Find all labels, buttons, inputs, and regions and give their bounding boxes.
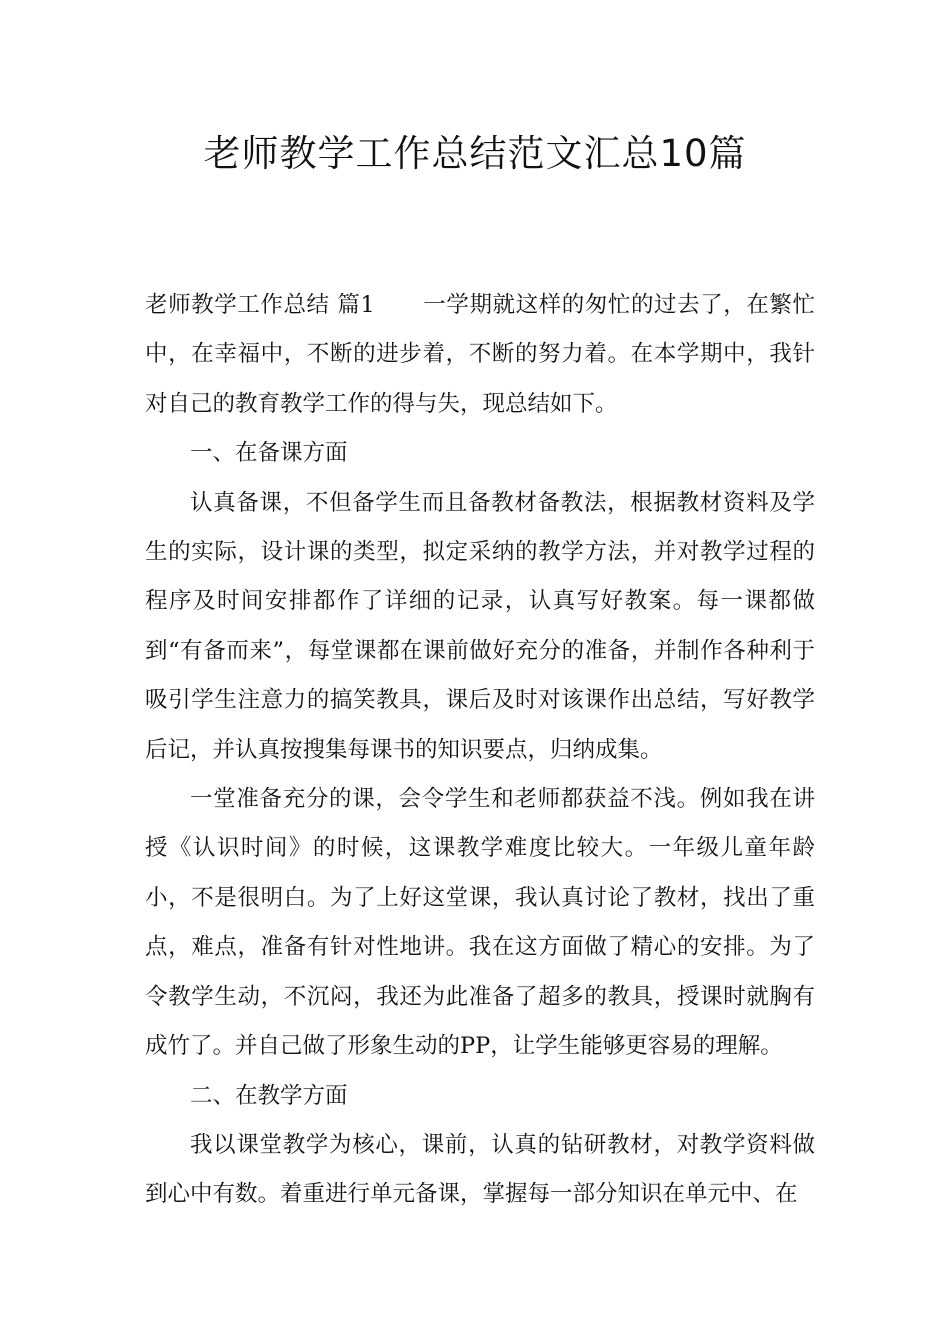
intro-text: 一学期就这样的匆忙的过去了，在繁忙中，在幸福中，不断的进步着，不断的努力着。在本学期中，我针对自己的教育教学工作的得与失，现总结如下。 xyxy=(145,292,815,417)
document-body xyxy=(145,281,815,1220)
section-label: 老师教学工作总结 篇1 xyxy=(145,292,375,318)
paragraph-lesson-prep: 认真备课，不但备学生而且备教材备教法，根据教材资料及学生的实际，设计课的类型，拟定采纳的教学方法，并对教学过程的程序及时间安排都作了详细的记录，认真写好教案。每一课都做到“有备而来”，每堂课都在课前做好充分的准备，并制作各种利于吸引学生注意力的搞笑教具，课后及时对该课作出总结，写好教学后记，并认真按搜集每课书的知识要点，归纳成集。 xyxy=(145,489,815,763)
paragraph-example-lesson: 一堂准备充分的课，会令学生和老师都获益不浅。例如我在讲授《认识时间》的时候，这课教学难度比较大。一年级儿童年龄小，不是很明白。为了上好这堂课，我认真讨论了教材，找出了重点，难点，准备有针对性地讲。我在这方面做了精心的安排。为了令教学生动，不沉闷，我还为此准备了超多的教具，授课时就胸有成竹了。并自己做了形象生动的PP，让学生能够更容易的理解。 xyxy=(145,786,815,1060)
section-heading-lesson-prep: 一、在备课方面 xyxy=(190,440,348,467)
document-title: 老师教学工作总结范文汇总10篇 xyxy=(203,132,747,175)
section-heading-teaching: 二、在教学方面 xyxy=(190,1082,348,1109)
paragraph-teaching: 我以课堂教学为核心，课前，认真的钻研教材，对教学资料做到心中有数。着重进行单元备课，掌握每一部分知识在单元中、在 xyxy=(145,1131,815,1208)
intro-paragraph xyxy=(145,281,815,429)
